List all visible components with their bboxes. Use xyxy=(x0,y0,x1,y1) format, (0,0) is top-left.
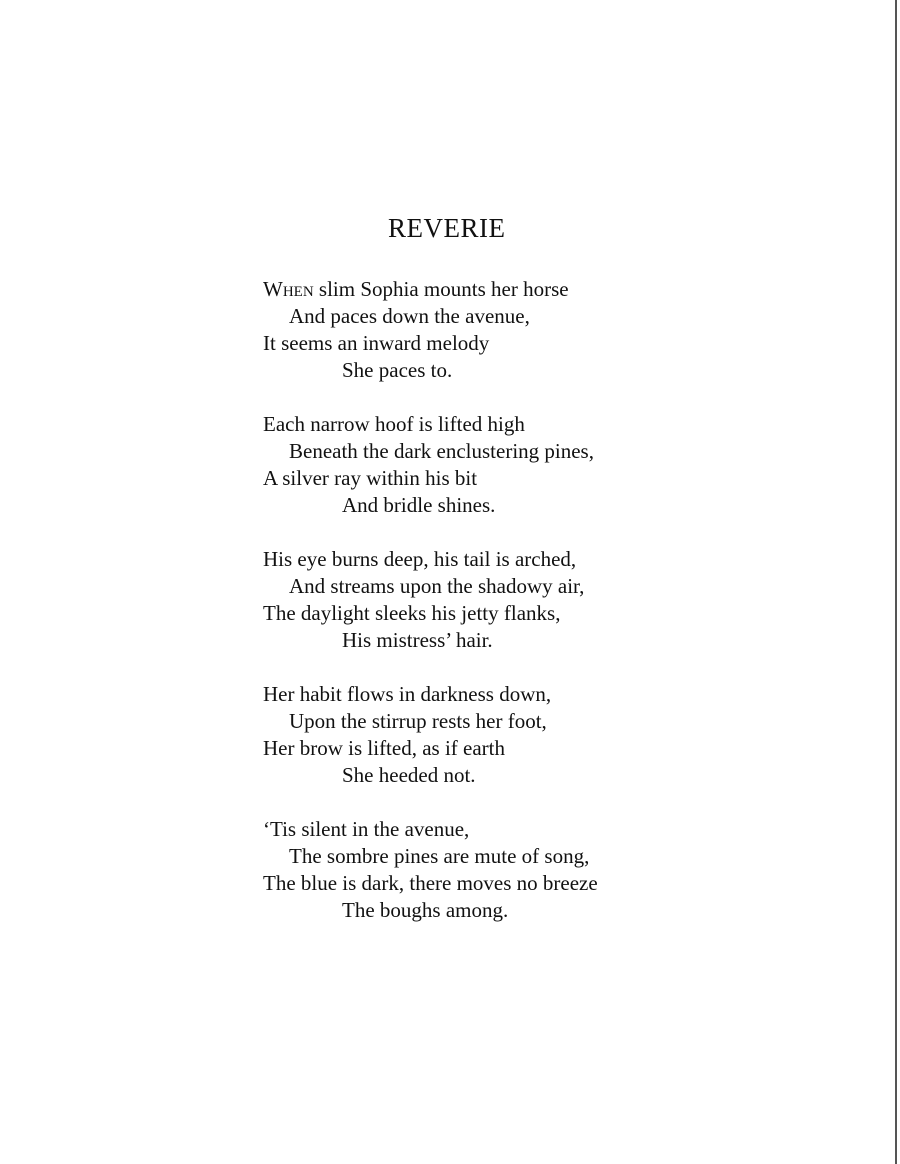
poem-line: She heeded not. xyxy=(342,763,476,787)
poem-line: The daylight sleeks his jetty flanks, xyxy=(263,601,561,625)
opening-word-rest: hen xyxy=(282,277,314,301)
stanza-5 xyxy=(263,816,763,924)
poem-line: Each narrow hoof is lifted high xyxy=(263,412,525,436)
poem-line: Beneath the dark enclustering pines, xyxy=(289,439,594,463)
poem xyxy=(263,210,763,951)
poem-line: And bridle shines. xyxy=(342,493,496,517)
poem-line: It seems an inward melody xyxy=(263,331,490,355)
poem-line: And paces down the avenue, xyxy=(289,304,530,328)
poem-line: Upon the stirrup rests her foot, xyxy=(289,709,547,733)
stanza-2 xyxy=(263,411,763,519)
poem-line: She paces to. xyxy=(342,358,453,382)
poem-line: Her brow is lifted, as if earth xyxy=(263,736,506,760)
poem-line: A silver ray within his bit xyxy=(263,466,478,490)
poem-line: And streams upon the shadowy air, xyxy=(289,574,585,598)
opening-word xyxy=(263,277,314,301)
poem-line: His eye burns deep, his tail is arched, xyxy=(263,547,577,571)
poem-line: Her habit flows in darkness down, xyxy=(263,682,552,706)
poem-line: ‘Tis silent in the avenue, xyxy=(263,817,470,841)
stanza-4 xyxy=(263,681,763,789)
poem-line xyxy=(263,276,763,303)
poem-title: REVERIE xyxy=(388,213,506,243)
stanza-1 xyxy=(263,276,763,384)
opening-word-initial: W xyxy=(263,277,283,301)
poem-line: His mistress’ hair. xyxy=(342,628,493,652)
opening-line-rest: slim Sophia mounts her horse xyxy=(313,277,569,301)
poem-line: The blue is dark, there moves no breeze xyxy=(263,871,598,895)
stanza-3 xyxy=(263,546,763,654)
poem-line: The sombre pines are mute of song, xyxy=(289,844,590,868)
poem-line: The boughs among. xyxy=(342,898,509,922)
